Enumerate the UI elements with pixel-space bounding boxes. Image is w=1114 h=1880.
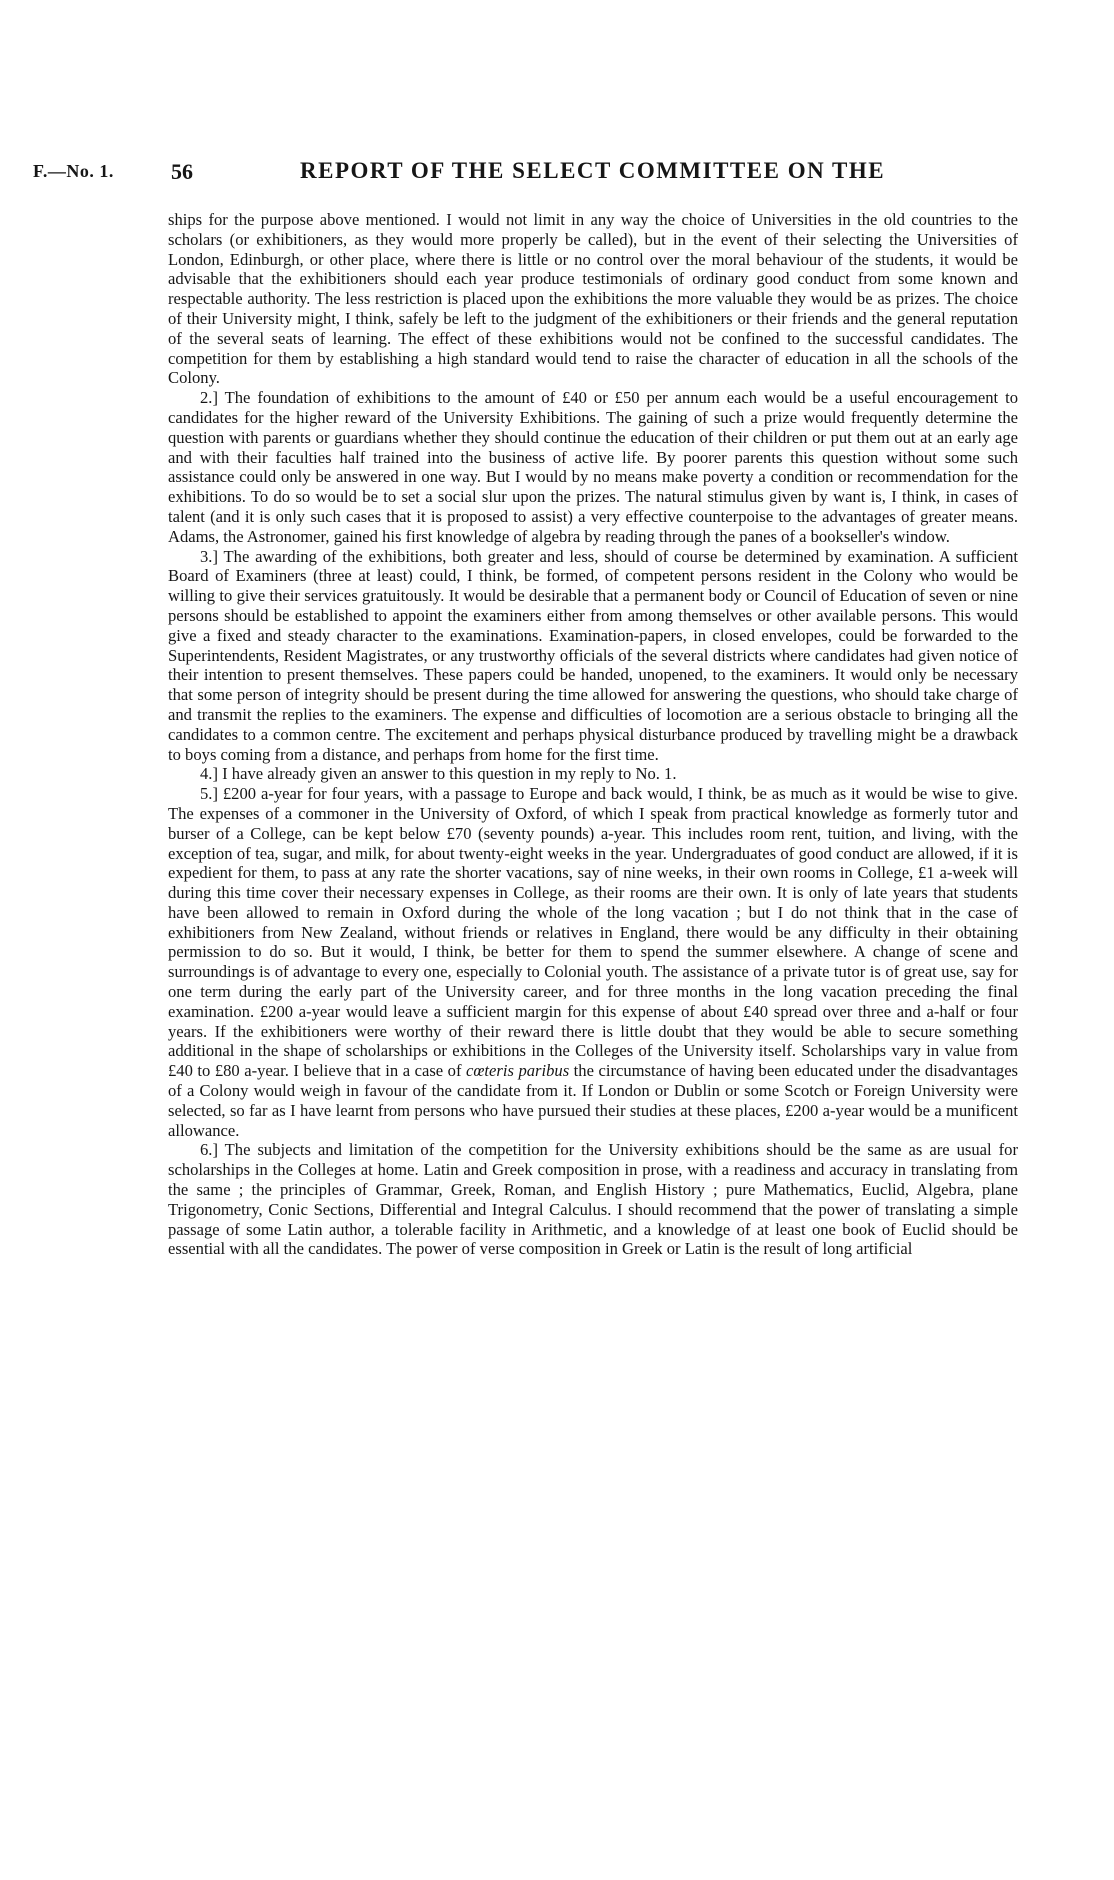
latin-phrase: cœteris paribus (466, 1061, 570, 1081)
body-text (168, 210, 1018, 1259)
document-reference: F.—No. 1. (33, 161, 114, 181)
paragraph-answer-5-text-before: 5.] £200 a-year for four years, with a passage to Europe and back would, I think, be as much as it would be wise to give. The expenses of a commoner in the University of Oxford, of which I speak from practical knowledge as formerly tutor and burser of a College, can be kept below £70 (seventy pounds) a-year. This includes room rent, tuition, and living, with the exception of tea, sugar, and milk, for about twenty-eight weeks in the year. Undergraduates of good conduct are allowed, if it is expedient for them, to pass at any rate the shorter vacations, say of nine weeks, in their own rooms in College, £1 a-week will during this time cover their necessary expenses in College, as their rooms are their own. It is only of late years that students have been allowed to remain in Oxford during the whole of the long vacation ; but I do not think that in the case of exhibitioners from New Zealand, without friends or relatives in England, there would be any difficulty in their obtaining permission to do so. But it would, I think, be better for them to spend the summer elsewhere. A change of scene and surroundings is of advantage to every one, especially to Colonial youth. The assistance of a private tutor is of great use, say for one term during the early part of the University career, and for three months in the long vacation preceding the final examination. £200 a-year would leave a sufficient margin for this expense of about £40 spread over three and a-half or four years. If the exhibitioners were worthy of their reward there is little doubt that they would be able to secure something additional in the shape of scholarships or exhibitions in the Colleges of the University itself. Scholarships vary in value from £40 to £80 a-year. I believe that in a case of (168, 784, 1018, 1081)
paragraph-answer-6: 6.] The subjects and limitation of the competition for the University exhibitions should be the same as are usual for scholarships in the Colleges at home. Latin and Greek composition in prose, with a readiness and accuracy in translating from the same ; the principles of Grammar, Greek, Roman, and English History ; pure Mathematics, Euclid, Algebra, plane Trigonometry, Conic Sections, Differential and Integral Calculus. I should recommend that the power of translating a simple passage of some Latin author, a tolerable facility in Arithmetic, and a knowledge of at least one book of Euclid should be essential with all the candidates. The power of verse composition in Greek or Latin is the result of long artificial (168, 1140, 1018, 1259)
paragraph-answer-5 (168, 784, 1018, 1140)
paragraph-answer-3: 3.] The awarding of the exhibitions, both greater and less, should of course be determined by examination. A sufficient Board of Examiners (three at least) could, I think, be formed, of competent persons resident in the Colony who would be willing to give their services gratuitously. It would be desirable that a permanent body or Council of Education of seven or nine persons should be established to appoint the examiners either from among themselves or other available persons. This would give a fixed and steady character to the examinations. Examination-papers, in closed envelopes, could be forwarded to the Superintendents, Resident Magistrates, or any trustworthy officials of the several districts where candidates had given notice of their intention to present themselves. These papers could be handed, unopened, to the examiners. It would only be necessary that some person of integrity should be present during the time allowed for answering the questions, who should take charge of and transmit the replies to the examiners. The expense and difficulties of locomotion are a serious obstacle to bringing all the candidates to a common centre. The excitement and perhaps physical disturbance produced by travelling might be a drawback to boys coming from a distance, and perhaps from home for the first time. (168, 546, 1018, 764)
paragraph-answer-2: 2.] The foundation of exhibitions to the amount of £40 or £50 per annum each would be a useful encouragement to candidates for the higher reward of the University Exhibitions. The gaining of such a prize would frequently determine the question with parents or guardians whether they should continue the education of their children or put them out at an early age and with their faculties half trained into the business of active life. By poorer parents this question without some such assistance could only be answered in one way. But I would by no means make poverty a condition or recommendation for the exhibitions. To do so would be to set a social slur upon the prizes. The natural stimulus given by want is, I think, in cases of talent (and it is only such cases that it is proposed to assist) a very effective counterpoise to the advantages of greater means. Adams, the Astronomer, gained his first knowledge of algebra by reading through the panes of a bookseller's window. (168, 388, 1018, 546)
running-title: REPORT OF THE SELECT COMMITTEE ON THE (300, 158, 886, 183)
paragraph-answer-5-text-after: the circumstance of having been educated under the disadvantages of a Colony would weigh in favour of the candidate from it. If London or Dublin or some Scotch or Foreign University were selected, so far as I have learnt from persons who have pursued their studies at these places, £200 a-year would be a munificent allowance. (168, 1061, 1019, 1140)
paragraph-answer-4: 4.] I have already given an answer to this question in my reply to No. 1. (200, 764, 677, 784)
paragraph-continuation: ships for the purpose above mentioned. I would not limit in any way the choice of Universities in the old countries to the scholars (or exhibitioners, as they would more properly be called), but in the event of their selecting the Universities of London, Edinburgh, or other place, where there is little or no control over the moral behaviour of the students, it would be advisable that the exhibitioners should each year produce testimonials of ordinary good conduct from some known and respectable authority. The less restriction is placed upon the exhibitions the more valuable they would be as prizes. The choice of their University might, I think, safely be left to the judgment of the exhibitioners or their friends and the general reputation of the several seats of learning. The effect of these exhibitions would not be confined to the successful candidates. The competition for them by establishing a high standard would tend to raise the character of education in all the schools of the Colony. (168, 210, 1018, 388)
page-number: 56 (171, 159, 193, 184)
